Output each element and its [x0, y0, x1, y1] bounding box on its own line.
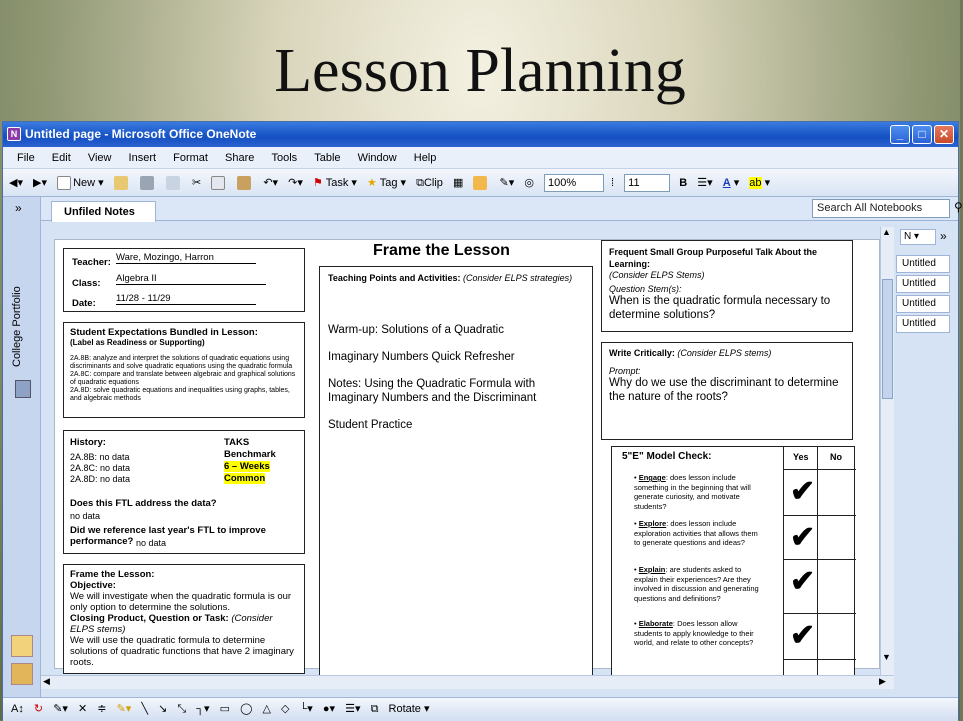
- page-tab-1[interactable]: Untitled: [896, 255, 950, 273]
- engage-term: Engage: [638, 473, 666, 482]
- write-hint: (Consider ELPS stems): [677, 348, 772, 358]
- checkmark-icon[interactable]: ✔: [790, 521, 816, 554]
- window-title: Untitled page - Microsoft Office OneNote: [25, 127, 257, 141]
- new-page-icon: [57, 176, 71, 190]
- standard-toolbar: [3, 169, 958, 197]
- triangle-tool-button[interactable]: △: [262, 703, 271, 715]
- tag-button[interactable]: ★ Tag ▾: [366, 177, 407, 189]
- arrange-button[interactable]: ⧉: [370, 703, 379, 715]
- font-color-icon: A: [722, 177, 731, 189]
- clip-icon: ⧉: [416, 177, 424, 189]
- frame-box-title: Frame the Lesson:: [70, 569, 155, 580]
- clip-label: Clip: [423, 177, 443, 189]
- explain-text: : are students asked to explain their experiences? Are they involved in discussion and generating questions and definitions?: [634, 565, 759, 603]
- redo-button[interactable]: ↷▾: [288, 177, 303, 189]
- scroll-down-icon[interactable]: ▼: [882, 652, 891, 662]
- text-tool-button[interactable]: A↕: [11, 703, 24, 715]
- zoom-select[interactable]: [544, 174, 604, 192]
- tab-unfiled-notes[interactable]: Unfiled Notes: [51, 201, 156, 222]
- search-icon[interactable]: ⚲: [954, 200, 963, 214]
- prompt-label: Prompt:: [609, 366, 641, 376]
- question-stem-text[interactable]: When is the quadratic formula necessary to determine solutions?: [609, 295, 831, 321]
- menu-help[interactable]: Help: [413, 152, 437, 164]
- task-button[interactable]: ⚑ Task ▾: [312, 177, 357, 189]
- axis-tool-button[interactable]: ┐▾: [196, 703, 210, 715]
- history-question-2: Did we reference last year's FTL to improve performance?: [70, 525, 266, 547]
- checkmark-icon[interactable]: ✔: [790, 475, 816, 508]
- search-input[interactable]: Search All Notebooks: [812, 199, 950, 218]
- teaching-points-label: [328, 273, 584, 283]
- yes-header: Yes: [793, 452, 809, 462]
- row-divider: [784, 613, 818, 614]
- close-button[interactable]: ✕: [934, 125, 954, 144]
- history-row[interactable]: 2A.8B: no data: [70, 452, 130, 462]
- print-icon: [140, 176, 154, 190]
- lesson-header-box: [63, 248, 305, 312]
- closing-label: [70, 613, 298, 635]
- paste-icon: [237, 176, 251, 190]
- explain-term: Explain: [638, 565, 666, 574]
- history-title: History:: [70, 437, 106, 448]
- connector-tool-button[interactable]: └▾: [299, 703, 313, 715]
- print-preview-icon: [166, 176, 180, 190]
- highlight-color-button[interactable]: ab ▾: [749, 177, 771, 189]
- email-icon: [114, 176, 128, 190]
- row-divider: [818, 613, 856, 614]
- model-check-item: • Explain: are students asked to explain their experiences? Are they involved in discussion and generating questions and definitions?: [634, 565, 759, 603]
- expand-nav-icon[interactable]: »: [15, 201, 22, 215]
- page-tabs-panel: [894, 221, 958, 697]
- menu-format[interactable]: Format: [173, 152, 208, 164]
- write-title: Write Critically:: [609, 348, 675, 358]
- line-weight-button[interactable]: ☰▾: [345, 703, 361, 715]
- prompt-text[interactable]: Why do we use the discriminant to determine the nature of the roots?: [609, 377, 839, 403]
- vertical-scrollbar[interactable]: [880, 227, 894, 675]
- font-color-button[interactable]: A ▾: [722, 177, 740, 189]
- star-icon: ★: [366, 177, 377, 189]
- email-button[interactable]: [114, 169, 130, 197]
- slide-title: Lesson Planning: [274, 37, 686, 105]
- paste-button[interactable]: [237, 169, 253, 197]
- teaching-point-item[interactable]: Student Practice: [328, 419, 413, 431]
- engage-text: : does lesson include something in the beginning that will generate curiosity, and motivate students?: [634, 473, 751, 511]
- table-button[interactable]: ▦: [452, 177, 464, 189]
- objective-text[interactable]: We will investigate when the quadratic formula is our only option to determine the solutions.: [70, 591, 292, 613]
- menu-edit[interactable]: Edit: [51, 152, 71, 164]
- forward-button[interactable]: ▶▾: [33, 177, 48, 189]
- model-check-table: [611, 446, 855, 676]
- teacher-value[interactable]: Ware, Mozingo, Harron: [116, 252, 256, 264]
- history-box: [63, 430, 305, 554]
- zoom-icon[interactable]: ◎: [524, 177, 534, 189]
- row-divider: [784, 515, 818, 516]
- onenote-app-icon: N: [7, 127, 21, 141]
- eraser-tool-button[interactable]: ✎▾: [53, 703, 68, 715]
- menu-tools[interactable]: Tools: [271, 152, 298, 164]
- teaching-points-title: Teaching Points and Activities:: [328, 273, 461, 283]
- benchmark-label: Benchmark: [224, 449, 276, 460]
- onenote-window: [2, 121, 963, 720]
- menu-insert[interactable]: Insert: [128, 152, 157, 164]
- question-stem-label: Question Stem(s):: [609, 284, 682, 294]
- tag-label: Tag: [379, 177, 398, 189]
- delete-ink-button[interactable]: ✕: [78, 703, 88, 715]
- class-label: Class:: [72, 278, 101, 289]
- diamond-tool-button[interactable]: ◇: [280, 703, 290, 715]
- elaborate-term: Elaborate: [638, 619, 673, 628]
- model-check-items-col: [612, 447, 784, 677]
- history-row[interactable]: 2A.8D: no data: [70, 474, 131, 484]
- elaborate-text: : Does lesson allow students to apply knowledge to their world, and relate to other concepts?: [634, 619, 754, 647]
- page-tab-4[interactable]: Untitled: [896, 315, 950, 333]
- notebook-icon: [15, 380, 31, 398]
- double-arrow-tool-button[interactable]: ⤡: [177, 703, 187, 715]
- drawing-toolbar: [3, 697, 958, 721]
- checkmark-icon[interactable]: ✔: [790, 565, 816, 598]
- row-divider: [818, 659, 856, 660]
- history-question-1: Does this FTL address the data?: [70, 498, 217, 509]
- closing-label-text: Closing Product, Question or Task:: [70, 613, 229, 624]
- closing-text[interactable]: We will use the quadratic formula to determine solutions of quadratic functions that have 2 imaginary roots.: [70, 635, 294, 668]
- menu-table[interactable]: Table: [314, 152, 341, 164]
- frame-lesson-box: [63, 564, 305, 674]
- insert-space-button[interactable]: ≑: [97, 703, 107, 715]
- new-page-button[interactable]: N ▾: [900, 229, 936, 245]
- highlight-icon: ab: [749, 177, 762, 189]
- menu-bar: [3, 147, 958, 169]
- pen-tool-button[interactable]: ✎▾: [116, 703, 132, 715]
- explore-text: : does lesson include exploration activities that allows them to generate questions and ideas?: [634, 519, 758, 547]
- model-check-item: • Engage: does lesson include something in the beginning that will generate curiosity, and motivate students?: [634, 473, 751, 511]
- expectations-box: [63, 322, 305, 418]
- pen-button[interactable]: [473, 169, 489, 197]
- teaching-point-item[interactable]: Notes: Using the Quadratic Formula with Imaginary Numbers and the Discriminant: [328, 378, 537, 404]
- line-tool-button[interactable]: ╲: [141, 703, 148, 715]
- horizontal-scrollbar[interactable]: [41, 675, 894, 689]
- back-button[interactable]: ◀▾: [9, 177, 23, 189]
- no-header: No: [830, 452, 842, 462]
- new-label: New: [73, 177, 96, 189]
- section-bar: [41, 197, 963, 221]
- date-label: Date:: [72, 298, 96, 309]
- highlighter-button[interactable]: ✎▾: [499, 177, 515, 189]
- model-check-item: • Explore: does lesson include exploration activities that allows them to generate questions and ideas?: [634, 519, 758, 547]
- row-divider: [784, 559, 818, 560]
- new-button[interactable]: New ▾: [57, 169, 104, 197]
- copy-icon: [211, 176, 225, 190]
- unfiled-notes-icon[interactable]: [11, 635, 33, 657]
- talk-hint: (Consider ELPS Stems): [609, 270, 705, 280]
- clip-button[interactable]: [416, 169, 443, 197]
- teaching-points-hint: (Consider ELPS strategies): [463, 273, 573, 283]
- weeks-label: 6 – Weeks: [224, 461, 270, 472]
- copy-button[interactable]: [211, 169, 227, 197]
- page-tab-2[interactable]: Untitled: [896, 275, 950, 293]
- menu-file[interactable]: File: [17, 152, 35, 164]
- bold-button[interactable]: B: [679, 177, 688, 189]
- menu-window[interactable]: Window: [357, 152, 397, 164]
- rectangle-tool-button[interactable]: ▭: [219, 703, 231, 715]
- font-size-select[interactable]: [624, 174, 670, 192]
- teaching-point-item[interactable]: Imaginary Numbers Quick Refresher: [328, 351, 515, 363]
- font-size-value: 11: [628, 177, 640, 189]
- history-answer-1[interactable]: no data: [70, 511, 101, 521]
- arrow-tool-button[interactable]: ↘: [158, 703, 168, 715]
- expand-pages-icon[interactable]: »: [940, 229, 947, 243]
- scroll-right-icon[interactable]: ▶: [879, 676, 886, 686]
- row-divider: [818, 469, 856, 470]
- scroll-up-icon[interactable]: ▲: [882, 227, 891, 237]
- print-button[interactable]: [140, 169, 156, 197]
- cut-button[interactable]: ✂: [191, 177, 202, 189]
- lasso-tool-button[interactable]: ↻: [33, 703, 44, 715]
- rotate-label: Rotate: [388, 703, 421, 715]
- print-preview-button[interactable]: [166, 169, 182, 197]
- closing-hint: (Consider ELPS stems): [70, 613, 273, 635]
- color-tool-button[interactable]: ●▾: [322, 703, 336, 715]
- rotate-button[interactable]: Rotate ▾: [388, 703, 430, 715]
- no-column: [818, 447, 856, 677]
- expectation-item[interactable]: 2A.8B: analyze and interpret the solutions of quadratic equations using discriminants and solve quadratic equations using the quadratic formula: [70, 355, 293, 370]
- history-row[interactable]: 2A.8C: no data: [70, 463, 131, 473]
- frame-lesson-heading: Frame the Lesson: [373, 242, 510, 259]
- ellipse-tool-button[interactable]: ◯: [240, 703, 253, 715]
- note-page: [54, 239, 880, 669]
- row-divider: [818, 559, 856, 560]
- model-check-title: 5"E" Model Check:: [622, 451, 712, 462]
- expectation-item[interactable]: 2A.8D: solve quadratic equations and inequalities using graphs, tables, and algebraic methods: [70, 387, 290, 402]
- expectations-subtitle: (Label as Readiness or Supporting): [70, 338, 205, 347]
- zoom-value: 100%: [547, 177, 577, 189]
- row-divider: [784, 659, 818, 660]
- scroll-thumb[interactable]: [882, 279, 893, 399]
- scroll-left-icon[interactable]: ◀: [43, 676, 50, 686]
- explore-term: Explore: [638, 519, 667, 528]
- minimize-button[interactable]: _: [890, 125, 910, 144]
- class-value[interactable]: Algebra II: [116, 273, 266, 285]
- talk-title: Frequent Small Group Purposeful Talk About the Learning:: [609, 247, 818, 269]
- task-label: Task: [325, 177, 349, 189]
- teacher-label: Teacher:: [72, 257, 111, 268]
- objective-label: Objective:: [70, 580, 116, 591]
- teaching-point-item[interactable]: Warm-up: Solutions of a Quadratic: [328, 324, 504, 336]
- yes-column: [784, 447, 818, 677]
- pen-icon: [473, 176, 487, 190]
- row-divider: [784, 469, 818, 470]
- menu-view[interactable]: View: [87, 152, 112, 164]
- separator-grip: ⁞: [611, 177, 615, 189]
- notebook-navigation: [3, 197, 41, 697]
- write-critically-box: [601, 342, 853, 440]
- all-notebooks-icon[interactable]: [11, 663, 33, 685]
- taks-label: TAKS: [224, 437, 250, 448]
- date-value[interactable]: 11/28 - 11/29: [116, 293, 256, 305]
- notebook-college-portfolio[interactable]: College Portfolio: [11, 286, 23, 367]
- undo-button[interactable]: ↶▾: [263, 177, 279, 189]
- title-bar: [3, 122, 958, 147]
- bullets-button[interactable]: ☰▾: [697, 177, 713, 189]
- history-answer-2[interactable]: no data: [136, 538, 167, 548]
- model-check-item: • Elaborate: Does lesson allow students to apply knowledge to their world, and relate to other concepts?: [634, 619, 754, 647]
- write-title-row: [609, 348, 845, 358]
- common-label: Common: [224, 473, 266, 484]
- expectations-title: Student Expectations Bundled in Lesson:: [70, 327, 258, 338]
- menu-share[interactable]: Share: [225, 152, 255, 164]
- row-divider: [818, 515, 856, 516]
- flag-icon: ⚑: [312, 177, 323, 189]
- checkmark-icon[interactable]: ✔: [790, 619, 816, 652]
- new-page-label: N: [904, 231, 912, 242]
- page-tab-3[interactable]: Untitled: [896, 295, 950, 313]
- maximize-button[interactable]: □: [912, 125, 932, 144]
- expectation-item[interactable]: 2A.8C: compare and translate between algebraic and graphical solutions of quadratic equations: [70, 371, 296, 386]
- purposeful-talk-box: [601, 240, 853, 332]
- teaching-points-box: [319, 266, 593, 676]
